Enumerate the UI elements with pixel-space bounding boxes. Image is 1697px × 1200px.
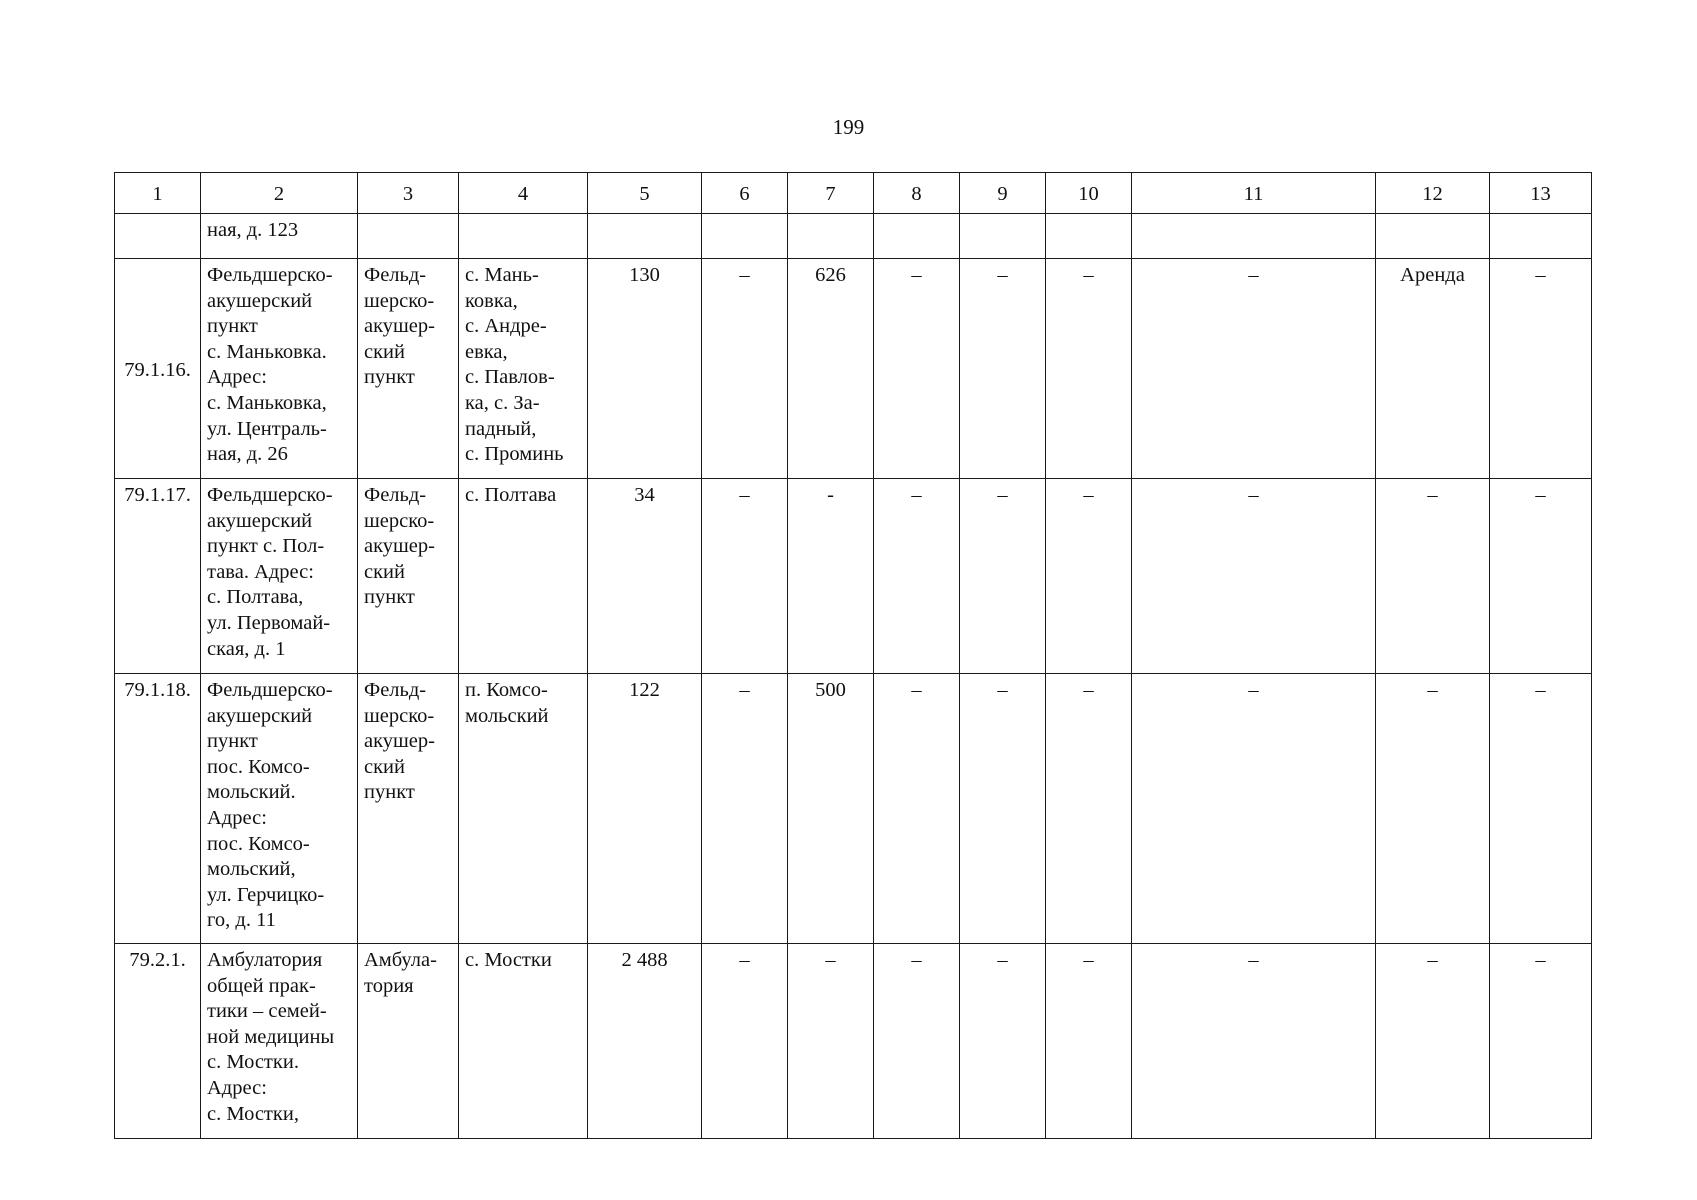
cell-col7: - [788, 479, 874, 674]
cell-col8: – [874, 259, 960, 479]
column-header: 6 [702, 173, 788, 214]
cell-name: Фельдшерско- акушерский пункт с. Пол- тава. Адрес: с. Полтава, ул. Первомай- ская, д. 1 [201, 479, 358, 674]
cell-number: 79.2.1. [115, 944, 201, 1139]
cell-col10 [1046, 214, 1132, 259]
cell-type: Фельд- шерско- акушер- ский пункт [358, 674, 459, 944]
column-header: 10 [1046, 173, 1132, 214]
cell-type: Фельд- шерско- акушер- ский пункт [358, 259, 459, 479]
cell-col12: – [1376, 944, 1490, 1139]
table-header-row [115, 173, 1592, 214]
cell-col5: 34 [588, 479, 702, 674]
cell-col5: 2 488 [588, 944, 702, 1139]
cell-col11 [1132, 214, 1376, 259]
cell-col8: – [874, 674, 960, 944]
cell-name: Фельдшерско- акушерский пункт с. Маньковка. Адрес: с. Маньковка, ул. Централь- ная, д. 26 [201, 259, 358, 479]
cell-col13: – [1490, 259, 1592, 479]
cell-locality: с. Полтава [459, 479, 588, 674]
page-number: 199 [832, 115, 865, 139]
table-row [115, 944, 1592, 1139]
cell-col10: – [1046, 674, 1132, 944]
cell-col13 [1490, 214, 1592, 259]
cell-number [115, 214, 201, 259]
cell-col12 [1376, 214, 1490, 259]
cell-col8 [874, 214, 960, 259]
cell-col5: 130 [588, 259, 702, 479]
cell-col13: – [1490, 479, 1592, 674]
cell-col8: – [874, 944, 960, 1139]
cell-col10: – [1046, 259, 1132, 479]
column-header: 3 [358, 173, 459, 214]
column-header: 11 [1132, 173, 1376, 214]
column-header: 2 [201, 173, 358, 214]
cell-col9: – [960, 944, 1046, 1139]
cell-col6: – [702, 479, 788, 674]
column-header: 4 [459, 173, 588, 214]
cell-col5: 122 [588, 674, 702, 944]
table-row [115, 214, 1592, 259]
cell-col12: – [1376, 479, 1490, 674]
cell-col6: – [702, 674, 788, 944]
cell-name: Фельдшерско- акушерский пункт пос. Комсо- мольский. Адрес: пос. Комсо- мольский, ул. Герчицко- го, д. 11 [201, 674, 358, 944]
cell-type [358, 214, 459, 259]
column-header: 7 [788, 173, 874, 214]
column-header: 12 [1376, 173, 1490, 214]
cell-col6: – [702, 259, 788, 479]
cell-col7: 626 [788, 259, 874, 479]
cell-number: 79.1.18. [115, 674, 201, 944]
cell-col9: – [960, 479, 1046, 674]
cell-col11: – [1132, 944, 1376, 1139]
cell-number: 79.1.16. [115, 259, 201, 479]
data-table [114, 172, 1592, 1139]
column-header: 13 [1490, 173, 1592, 214]
column-header: 9 [960, 173, 1046, 214]
cell-col6: – [702, 944, 788, 1139]
cell-col7: 500 [788, 674, 874, 944]
cell-col8: – [874, 479, 960, 674]
table-row [115, 674, 1592, 944]
cell-col9: – [960, 259, 1046, 479]
cell-type: Фельд- шерско- акушер- ский пункт [358, 479, 459, 674]
cell-locality: п. Комсо- мольский [459, 674, 588, 944]
cell-col13: – [1490, 674, 1592, 944]
cell-name: ная, д. 123 [201, 214, 358, 259]
cell-col6 [702, 214, 788, 259]
cell-locality: с. Мостки [459, 944, 588, 1139]
cell-locality: с. Мань- ковка, с. Андре- евка, с. Павлов- ка, с. За- падный, с. Проминь [459, 259, 588, 479]
cell-type: Амбула- тория [358, 944, 459, 1139]
cell-col9 [960, 214, 1046, 259]
column-header: 5 [588, 173, 702, 214]
cell-col13: – [1490, 944, 1592, 1139]
column-header: 8 [874, 173, 960, 214]
column-header: 1 [115, 173, 201, 214]
table-row [115, 259, 1592, 479]
cell-name: Амбулатория общей прак- тики – семей- ной медицины с. Мостки. Адрес: с. Мостки, [201, 944, 358, 1139]
cell-col7 [788, 214, 874, 259]
cell-col11: – [1132, 259, 1376, 479]
cell-col10: – [1046, 944, 1132, 1139]
cell-number: 79.1.17. [115, 479, 201, 674]
cell-col5 [588, 214, 702, 259]
cell-col12: Аренда [1376, 259, 1490, 479]
table-row [115, 479, 1592, 674]
cell-col11: – [1132, 479, 1376, 674]
cell-col10: – [1046, 479, 1132, 674]
cell-col12: – [1376, 674, 1490, 944]
cell-col7: – [788, 944, 874, 1139]
cell-col9: – [960, 674, 1046, 944]
cell-col11: – [1132, 674, 1376, 944]
cell-locality [459, 214, 588, 259]
